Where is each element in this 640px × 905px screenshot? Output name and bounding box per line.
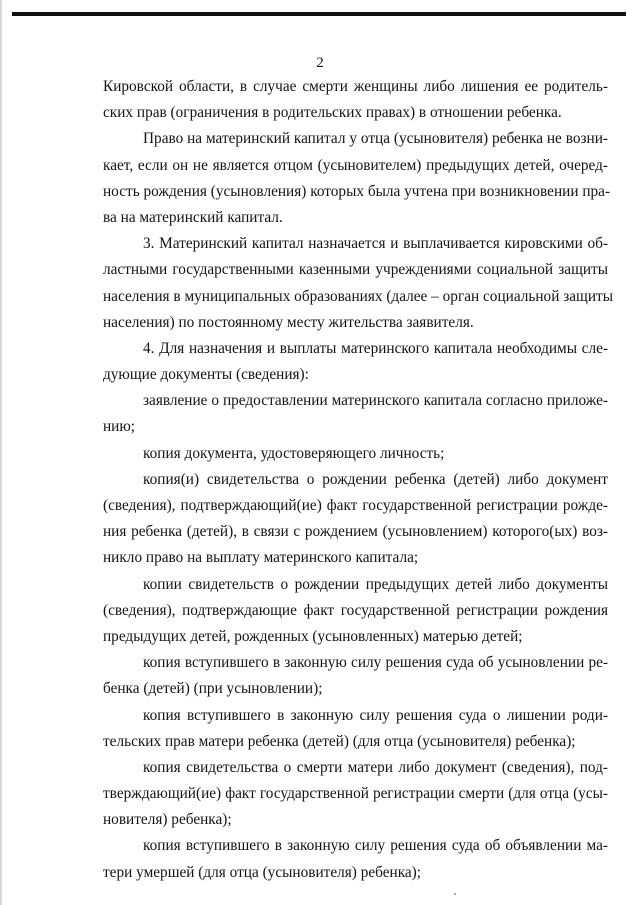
text-line: ния ребенка (детей), в связи с рождением (усыновлением) которого(ых) воз- [103,523,608,541]
paragraph-continuation [103,74,608,126]
paragraph-previous-children [103,572,608,651]
page-number: 2 [316,55,324,71]
top-rule [12,12,626,16]
paragraph-identity-copy [103,441,608,467]
text-line: новителя) ребенка); [103,811,232,829]
text-line: ластными государственными казенными учреждениями социальной защиты [103,261,608,279]
text-line: тери умершей (для отца (усыновителя) ребенка); [103,863,422,881]
text-line: копии свидетельств о рождении предыдущих детей либо документы [143,575,608,593]
text-line: копия вступившего в законную силу решения суда об усыновлении ре- [143,654,608,672]
text-line: нию; [103,418,136,436]
text-line: бенка (детей) (при усыновлении); [103,680,323,698]
text-line: ва на материнский капитал. [103,208,283,226]
text-line: копия документа, удостоверяющего личность; [143,444,445,462]
text-line: дующие документы (сведения): [103,366,309,384]
text-line: (сведения), подтверждающий(ие) факт государственной регистрации рожде- [103,497,608,514]
scan-speck [454,893,456,895]
text-line: Кировской области, в случае смерти женщины либо лишения ее родитель- [103,78,608,95]
text-line: Право на материнский капитал у отца (усыновителя) ребенка не возни- [143,130,608,148]
text-line: 3. Материнский капитал назначается и выплачивается кировскими об- [143,235,608,253]
paragraph-deprivation-decision [103,703,608,755]
text-line: копия(и) свидетельства о рождении ребенка (детей) либо документ [143,470,608,488]
paragraph-birth-certificate [103,467,608,572]
paragraph-father-right [103,126,611,231]
paragraph-adoption-decision [103,650,608,702]
text-line: кает, если он не является отцом (усыновителем) предыдущих детей, очеред- [103,156,608,174]
paragraph-application [103,388,608,440]
text-line: 4. Для назначения и выплаты материнского капитала необходимы сле- [143,339,608,357]
paragraph-declared-dead-decision [103,833,608,885]
text-line: заявление о предоставлении материнского капитала согласно приложе- [143,392,608,410]
paragraph-item-3 [103,231,613,336]
text-line: копия вступившего в законную силу решения суда о лишении роди- [143,706,608,724]
text-line: копия свидетельства о смерти матери либо документ (сведения), под- [143,758,608,776]
text-line: населения) по постоянному месту жительства заявителя. [103,313,474,331]
page-left-edge [0,0,2,905]
text-line: копия вступившего в законную силу решения суда об объявлении ма- [143,837,608,855]
document-body [103,74,613,886]
paragraph-item-4 [103,336,608,388]
text-line: (сведения), подтверждающие факт государственной регистрации рождения [103,601,608,619]
text-line: тверждающий(ие) факт государственной регистрации смерти (для отца (усы- [103,785,608,803]
text-line: ность рождения (усыновления) которых была учтена при возникновении пра- [103,182,611,200]
text-line: предыдущих детей, рожденных (усыновленных) матерью детей; [103,627,523,645]
text-line: ских прав (ограничения в родительских правах) в отношении ребенка. [103,104,562,122]
text-line: никло право на выплату материнского капитала; [103,549,419,567]
text-line: тельских прав матери ребенка (детей) (для отца (усыновителя) ребенка); [103,732,576,750]
text-line: населения в муниципальных образованиях (далее – орган социальной защиты [103,287,613,305]
paragraph-death-certificate [103,755,608,834]
